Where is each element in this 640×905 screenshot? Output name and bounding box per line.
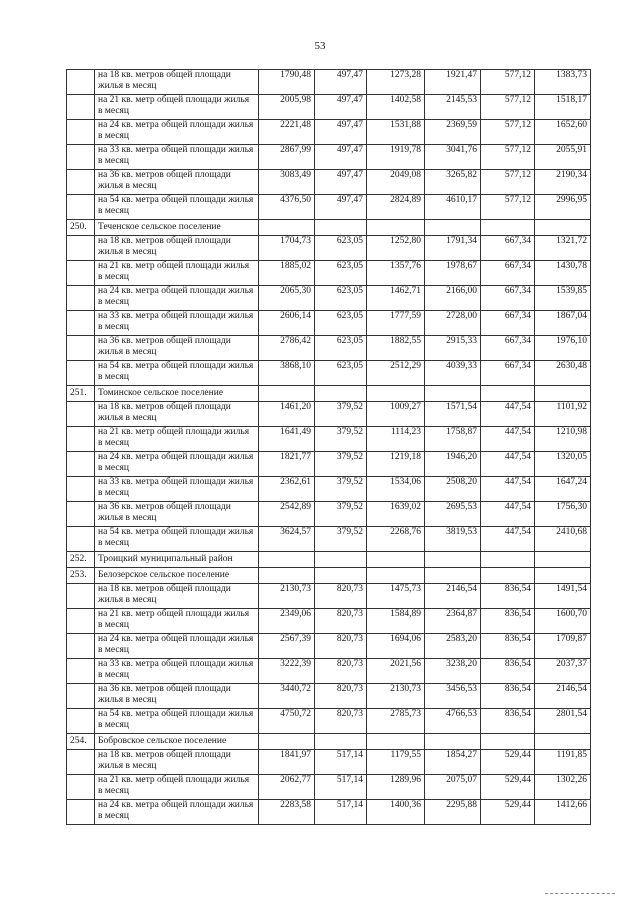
value-cell-v1 (259, 734, 315, 750)
value-cell-v6: 1412,66 (535, 800, 591, 825)
value-cell-v1: 2606,14 (259, 311, 315, 336)
value-cell-v4 (425, 386, 481, 402)
value-cell-v5: 667,34 (481, 286, 535, 311)
value-cell-v2 (315, 552, 367, 568)
value-cell-v2 (315, 220, 367, 236)
value-cell-v5: 529,44 (481, 800, 535, 825)
value-cell-v4: 1946,20 (425, 452, 481, 477)
value-cell-v5: 836,54 (481, 709, 535, 734)
value-cell-v4 (425, 568, 481, 584)
value-cell-v1: 2005,98 (259, 95, 315, 120)
value-cell-v2: 820,73 (315, 709, 367, 734)
value-cell-v2: 497,47 (315, 195, 367, 220)
table-row (67, 261, 591, 286)
value-cell-v1: 2065,30 (259, 286, 315, 311)
table-row (67, 477, 591, 502)
value-cell-v6: 2801,54 (535, 709, 591, 734)
value-cell-v3: 2268,76 (367, 527, 425, 552)
value-cell-v3: 2785,73 (367, 709, 425, 734)
value-cell-v3: 1179,55 (367, 750, 425, 775)
row-number-cell (67, 361, 95, 386)
value-cell-v4 (425, 552, 481, 568)
row-number-cell (67, 684, 95, 709)
area-description-cell: на 21 кв. метр общей площади жилья в месяц (95, 427, 259, 452)
value-cell-v2: 820,73 (315, 584, 367, 609)
table-row (67, 311, 591, 336)
value-cell-v2: 379,52 (315, 402, 367, 427)
value-cell-v1: 2130,73 (259, 584, 315, 609)
value-cell-v2: 379,52 (315, 427, 367, 452)
value-cell-v4: 1571,54 (425, 402, 481, 427)
value-cell-v4: 1758,87 (425, 427, 481, 452)
value-cell-v6: 1320,05 (535, 452, 591, 477)
value-cell-v1: 3440,72 (259, 684, 315, 709)
value-cell-v3: 2512,29 (367, 361, 425, 386)
value-cell-v1 (259, 220, 315, 236)
value-cell-v6: 2996,95 (535, 195, 591, 220)
value-cell-v1: 1841,97 (259, 750, 315, 775)
row-number-cell (67, 170, 95, 195)
table-row (67, 502, 591, 527)
row-number-cell (67, 120, 95, 145)
value-cell-v6 (535, 386, 591, 402)
value-cell-v4: 2508,20 (425, 477, 481, 502)
value-cell-v3: 1475,73 (367, 584, 425, 609)
value-cell-v6: 1756,30 (535, 502, 591, 527)
value-cell-v3: 1534,06 (367, 477, 425, 502)
value-cell-v5: 577,12 (481, 95, 535, 120)
value-cell-v3: 1252,80 (367, 236, 425, 261)
table-row (67, 402, 591, 427)
area-description-cell: на 54 кв. метра общей площади жилья в месяц (95, 361, 259, 386)
value-cell-v6: 1867,04 (535, 311, 591, 336)
row-number-cell: 250. (67, 220, 95, 236)
value-cell-v6: 1539,85 (535, 286, 591, 311)
value-cell-v1: 3624,57 (259, 527, 315, 552)
value-cell-v4: 2583,20 (425, 634, 481, 659)
value-cell-v3: 1919,78 (367, 145, 425, 170)
value-cell-v4: 3819,53 (425, 527, 481, 552)
area-description-cell: на 54 кв. метра общей площади жилья в месяц (95, 709, 259, 734)
area-description-cell: на 36 кв. метров общей площади жилья в месяц (95, 336, 259, 361)
value-cell-v4: 2728,00 (425, 311, 481, 336)
value-cell-v3: 1584,89 (367, 609, 425, 634)
value-cell-v5: 836,54 (481, 684, 535, 709)
row-number-cell (67, 95, 95, 120)
row-number-cell: 252. (67, 552, 95, 568)
value-cell-v1 (259, 568, 315, 584)
value-cell-v4 (425, 220, 481, 236)
value-cell-v1: 3868,10 (259, 361, 315, 386)
row-number-cell (67, 527, 95, 552)
value-cell-v3: 1694,06 (367, 634, 425, 659)
value-cell-v3 (367, 568, 425, 584)
area-description-cell: на 18 кв. метров общей площади жилья в месяц (95, 584, 259, 609)
value-cell-v5: 577,12 (481, 120, 535, 145)
row-number-cell (67, 775, 95, 800)
section-row (67, 552, 591, 568)
table-row (67, 145, 591, 170)
area-description-cell: на 36 кв. метров общей площади жилья в месяц (95, 170, 259, 195)
settlement-name-cell: Троицкий муниципальный район (95, 552, 259, 568)
value-cell-v5: 667,34 (481, 336, 535, 361)
area-description-cell: на 54 кв. метра общей площади жилья в месяц (95, 195, 259, 220)
row-number-cell (67, 502, 95, 527)
table-body (67, 70, 591, 825)
value-cell-v4: 3041,76 (425, 145, 481, 170)
row-number-cell (67, 427, 95, 452)
row-number-cell (67, 659, 95, 684)
value-cell-v1: 1885,02 (259, 261, 315, 286)
value-cell-v1: 2062,77 (259, 775, 315, 800)
area-description-cell: на 24 кв. метра общей площади жилья в месяц (95, 634, 259, 659)
value-cell-v5: 667,34 (481, 261, 535, 286)
table-row (67, 634, 591, 659)
row-number-cell (67, 236, 95, 261)
value-cell-v4: 1854,27 (425, 750, 481, 775)
area-description-cell: на 21 кв. метр общей площади жилья в месяц (95, 609, 259, 634)
table-row (67, 427, 591, 452)
value-cell-v6 (535, 220, 591, 236)
row-number-cell (67, 584, 95, 609)
value-cell-v2: 820,73 (315, 609, 367, 634)
value-cell-v1: 2283,58 (259, 800, 315, 825)
table-row (67, 70, 591, 95)
value-cell-v3: 1462,71 (367, 286, 425, 311)
value-cell-v5: 577,12 (481, 195, 535, 220)
area-description-cell: на 33 кв. метра общей площади жилья в месяц (95, 311, 259, 336)
value-cell-v2: 820,73 (315, 659, 367, 684)
value-cell-v4: 3456,53 (425, 684, 481, 709)
row-number-cell: 253. (67, 568, 95, 584)
value-cell-v5 (481, 734, 535, 750)
settlement-name-cell: Бобровское сельское поселение (95, 734, 259, 750)
value-cell-v6: 1101,92 (535, 402, 591, 427)
value-cell-v1: 1790,48 (259, 70, 315, 95)
value-cell-v2: 497,47 (315, 120, 367, 145)
value-cell-v4 (425, 734, 481, 750)
value-cell-v6 (535, 734, 591, 750)
value-cell-v3: 1289,96 (367, 775, 425, 800)
value-cell-v2: 623,05 (315, 361, 367, 386)
value-cell-v6: 1210,98 (535, 427, 591, 452)
value-cell-v5: 667,34 (481, 311, 535, 336)
table-row (67, 709, 591, 734)
area-description-cell: на 24 кв. метра общей площади жилья в месяц (95, 120, 259, 145)
value-cell-v5: 836,54 (481, 584, 535, 609)
value-cell-v2: 497,47 (315, 170, 367, 195)
value-cell-v3: 2021,56 (367, 659, 425, 684)
area-description-cell: на 18 кв. метров общей площади жилья в месяц (95, 750, 259, 775)
value-cell-v3: 1639,02 (367, 502, 425, 527)
row-number-cell (67, 477, 95, 502)
settlement-name-cell: Теченское сельское поселение (95, 220, 259, 236)
value-cell-v6: 2055,91 (535, 145, 591, 170)
value-cell-v5: 447,54 (481, 477, 535, 502)
value-cell-v4: 4039,33 (425, 361, 481, 386)
value-cell-v1 (259, 552, 315, 568)
value-cell-v1: 4376,50 (259, 195, 315, 220)
area-description-cell: на 24 кв. метра общей площади жилья в месяц (95, 286, 259, 311)
area-description-cell: на 21 кв. метр общей площади жилья в месяц (95, 261, 259, 286)
value-cell-v6: 1600,70 (535, 609, 591, 634)
value-cell-v2: 820,73 (315, 684, 367, 709)
value-cell-v2: 497,47 (315, 145, 367, 170)
value-cell-v3: 1777,59 (367, 311, 425, 336)
value-cell-v3: 1402,58 (367, 95, 425, 120)
value-cell-v5: 447,54 (481, 402, 535, 427)
value-cell-v5: 836,54 (481, 634, 535, 659)
value-cell-v2 (315, 568, 367, 584)
table-row (67, 361, 591, 386)
value-cell-v3: 2130,73 (367, 684, 425, 709)
table-row (67, 750, 591, 775)
table-row (67, 170, 591, 195)
value-cell-v5: 667,34 (481, 361, 535, 386)
value-cell-v2: 379,52 (315, 452, 367, 477)
value-cell-v4: 1791,34 (425, 236, 481, 261)
value-cell-v5 (481, 552, 535, 568)
area-description-cell: на 54 кв. метра общей площади жилья в месяц (95, 527, 259, 552)
row-number-cell (67, 402, 95, 427)
settlement-name-cell: Томинское сельское поселение (95, 386, 259, 402)
value-cell-v3: 1531,88 (367, 120, 425, 145)
section-row (67, 386, 591, 402)
row-number-cell: 254. (67, 734, 95, 750)
value-cell-v2: 623,05 (315, 336, 367, 361)
value-cell-v2: 379,52 (315, 477, 367, 502)
row-number-cell: 251. (67, 386, 95, 402)
table-row (67, 236, 591, 261)
row-number-cell (67, 634, 95, 659)
table-row (67, 775, 591, 800)
value-cell-v1: 2542,89 (259, 502, 315, 527)
value-cell-v6: 1709,87 (535, 634, 591, 659)
value-cell-v4: 4766,53 (425, 709, 481, 734)
value-cell-v2: 623,05 (315, 236, 367, 261)
value-cell-v4: 2369,59 (425, 120, 481, 145)
table-row (67, 195, 591, 220)
value-cell-v2: 517,14 (315, 775, 367, 800)
value-cell-v1: 2362,61 (259, 477, 315, 502)
area-description-cell: на 24 кв. метра общей площади жилья в месяц (95, 800, 259, 825)
row-number-cell (67, 800, 95, 825)
value-cell-v3: 1273,28 (367, 70, 425, 95)
value-cell-v3 (367, 552, 425, 568)
row-number-cell (67, 70, 95, 95)
value-cell-v4: 1921,47 (425, 70, 481, 95)
table-row (67, 800, 591, 825)
value-cell-v5: 447,54 (481, 452, 535, 477)
area-description-cell: на 18 кв. метров общей площади жилья в месяц (95, 70, 259, 95)
value-cell-v4: 2166,00 (425, 286, 481, 311)
value-cell-v1: 1821,77 (259, 452, 315, 477)
value-cell-v6: 1191,85 (535, 750, 591, 775)
value-cell-v6: 2190,34 (535, 170, 591, 195)
value-cell-v4: 2075,07 (425, 775, 481, 800)
value-cell-v4: 2295,88 (425, 800, 481, 825)
table-row (67, 336, 591, 361)
value-cell-v4: 2145,53 (425, 95, 481, 120)
value-cell-v3 (367, 734, 425, 750)
area-description-cell: на 18 кв. метров общей площади жилья в месяц (95, 236, 259, 261)
value-cell-v6: 2410,68 (535, 527, 591, 552)
value-cell-v3: 2824,89 (367, 195, 425, 220)
section-row (67, 568, 591, 584)
value-cell-v5: 836,54 (481, 609, 535, 634)
table-row (67, 286, 591, 311)
value-cell-v3 (367, 220, 425, 236)
value-cell-v6: 1652,60 (535, 120, 591, 145)
value-cell-v5 (481, 568, 535, 584)
value-cell-v6: 1491,54 (535, 584, 591, 609)
value-cell-v2: 623,05 (315, 286, 367, 311)
value-cell-v2: 820,73 (315, 634, 367, 659)
value-cell-v4: 2695,53 (425, 502, 481, 527)
tariff-table (66, 69, 591, 825)
area-description-cell: на 33 кв. метра общей площади жилья в месяц (95, 477, 259, 502)
row-number-cell (67, 145, 95, 170)
footer-rule (545, 893, 615, 895)
value-cell-v1: 1641,49 (259, 427, 315, 452)
value-cell-v4: 3265,82 (425, 170, 481, 195)
value-cell-v2: 623,05 (315, 311, 367, 336)
value-cell-v5 (481, 386, 535, 402)
area-description-cell: на 24 кв. метра общей площади жилья в месяц (95, 452, 259, 477)
row-number-cell (67, 261, 95, 286)
row-number-cell (67, 750, 95, 775)
value-cell-v1: 2867,99 (259, 145, 315, 170)
value-cell-v1: 1704,73 (259, 236, 315, 261)
area-description-cell: на 33 кв. метра общей площади жилья в месяц (95, 145, 259, 170)
value-cell-v2 (315, 734, 367, 750)
value-cell-v1 (259, 386, 315, 402)
row-number-cell (67, 311, 95, 336)
value-cell-v3: 1400,36 (367, 800, 425, 825)
table-row (67, 659, 591, 684)
area-description-cell: на 18 кв. метров общей площади жилья в месяц (95, 402, 259, 427)
value-cell-v3: 1357,76 (367, 261, 425, 286)
page-number: 53 (314, 40, 326, 52)
value-cell-v5: 577,12 (481, 70, 535, 95)
area-description-cell: на 21 кв. метр общей площади жилья в месяц (95, 95, 259, 120)
table-row (67, 120, 591, 145)
area-description-cell: на 36 кв. метров общей площади жилья в месяц (95, 684, 259, 709)
area-description-cell: на 33 кв. метра общей площади жилья в месяц (95, 659, 259, 684)
value-cell-v5: 529,44 (481, 750, 535, 775)
value-cell-v6 (535, 552, 591, 568)
value-cell-v5 (481, 220, 535, 236)
value-cell-v1: 1461,20 (259, 402, 315, 427)
value-cell-v2: 379,52 (315, 527, 367, 552)
value-cell-v1: 2221,48 (259, 120, 315, 145)
value-cell-v5: 447,54 (481, 527, 535, 552)
row-number-cell (67, 452, 95, 477)
area-description-cell: на 21 кв. метр общей площади жилья в месяц (95, 775, 259, 800)
row-number-cell (67, 286, 95, 311)
value-cell-v6 (535, 568, 591, 584)
value-cell-v6: 1321,72 (535, 236, 591, 261)
area-description-cell: на 36 кв. метров общей площади жилья в месяц (95, 502, 259, 527)
section-row (67, 220, 591, 236)
value-cell-v2: 623,05 (315, 261, 367, 286)
value-cell-v1: 2786,42 (259, 336, 315, 361)
value-cell-v1: 2567,39 (259, 634, 315, 659)
table-row (67, 584, 591, 609)
value-cell-v2: 497,47 (315, 95, 367, 120)
value-cell-v3 (367, 386, 425, 402)
value-cell-v4: 2915,33 (425, 336, 481, 361)
value-cell-v4: 4610,17 (425, 195, 481, 220)
row-number-cell (67, 609, 95, 634)
value-cell-v6: 2146,54 (535, 684, 591, 709)
value-cell-v6: 1976,10 (535, 336, 591, 361)
settlement-name-cell: Белозерское сельское поселение (95, 568, 259, 584)
section-row (67, 734, 591, 750)
value-cell-v6: 1383,73 (535, 70, 591, 95)
table-row (67, 452, 591, 477)
value-cell-v4: 1978,67 (425, 261, 481, 286)
value-cell-v6: 2037,37 (535, 659, 591, 684)
table-row (67, 95, 591, 120)
value-cell-v6: 1302,26 (535, 775, 591, 800)
value-cell-v2: 517,14 (315, 750, 367, 775)
value-cell-v6: 1647,24 (535, 477, 591, 502)
value-cell-v6: 1430,78 (535, 261, 591, 286)
value-cell-v2: 517,14 (315, 800, 367, 825)
row-number-cell (67, 336, 95, 361)
table-row (67, 527, 591, 552)
value-cell-v3: 1114,23 (367, 427, 425, 452)
value-cell-v5: 836,54 (481, 659, 535, 684)
value-cell-v5: 667,34 (481, 236, 535, 261)
value-cell-v5: 447,54 (481, 427, 535, 452)
table-row (67, 609, 591, 634)
value-cell-v1: 4750,72 (259, 709, 315, 734)
value-cell-v4: 3238,20 (425, 659, 481, 684)
value-cell-v1: 2349,06 (259, 609, 315, 634)
value-cell-v3: 2049,08 (367, 170, 425, 195)
value-cell-v2: 379,52 (315, 502, 367, 527)
table-row (67, 684, 591, 709)
value-cell-v6: 1518,17 (535, 95, 591, 120)
value-cell-v4: 2364,87 (425, 609, 481, 634)
row-number-cell (67, 709, 95, 734)
value-cell-v6: 2630,48 (535, 361, 591, 386)
value-cell-v5: 577,12 (481, 170, 535, 195)
value-cell-v3: 1882,55 (367, 336, 425, 361)
value-cell-v2 (315, 386, 367, 402)
value-cell-v5: 529,44 (481, 775, 535, 800)
value-cell-v5: 577,12 (481, 145, 535, 170)
value-cell-v3: 1009,27 (367, 402, 425, 427)
row-number-cell (67, 195, 95, 220)
value-cell-v1: 3222,39 (259, 659, 315, 684)
value-cell-v4: 2146,54 (425, 584, 481, 609)
value-cell-v3: 1219,18 (367, 452, 425, 477)
value-cell-v1: 3083,49 (259, 170, 315, 195)
value-cell-v5: 447,54 (481, 502, 535, 527)
value-cell-v2: 497,47 (315, 70, 367, 95)
